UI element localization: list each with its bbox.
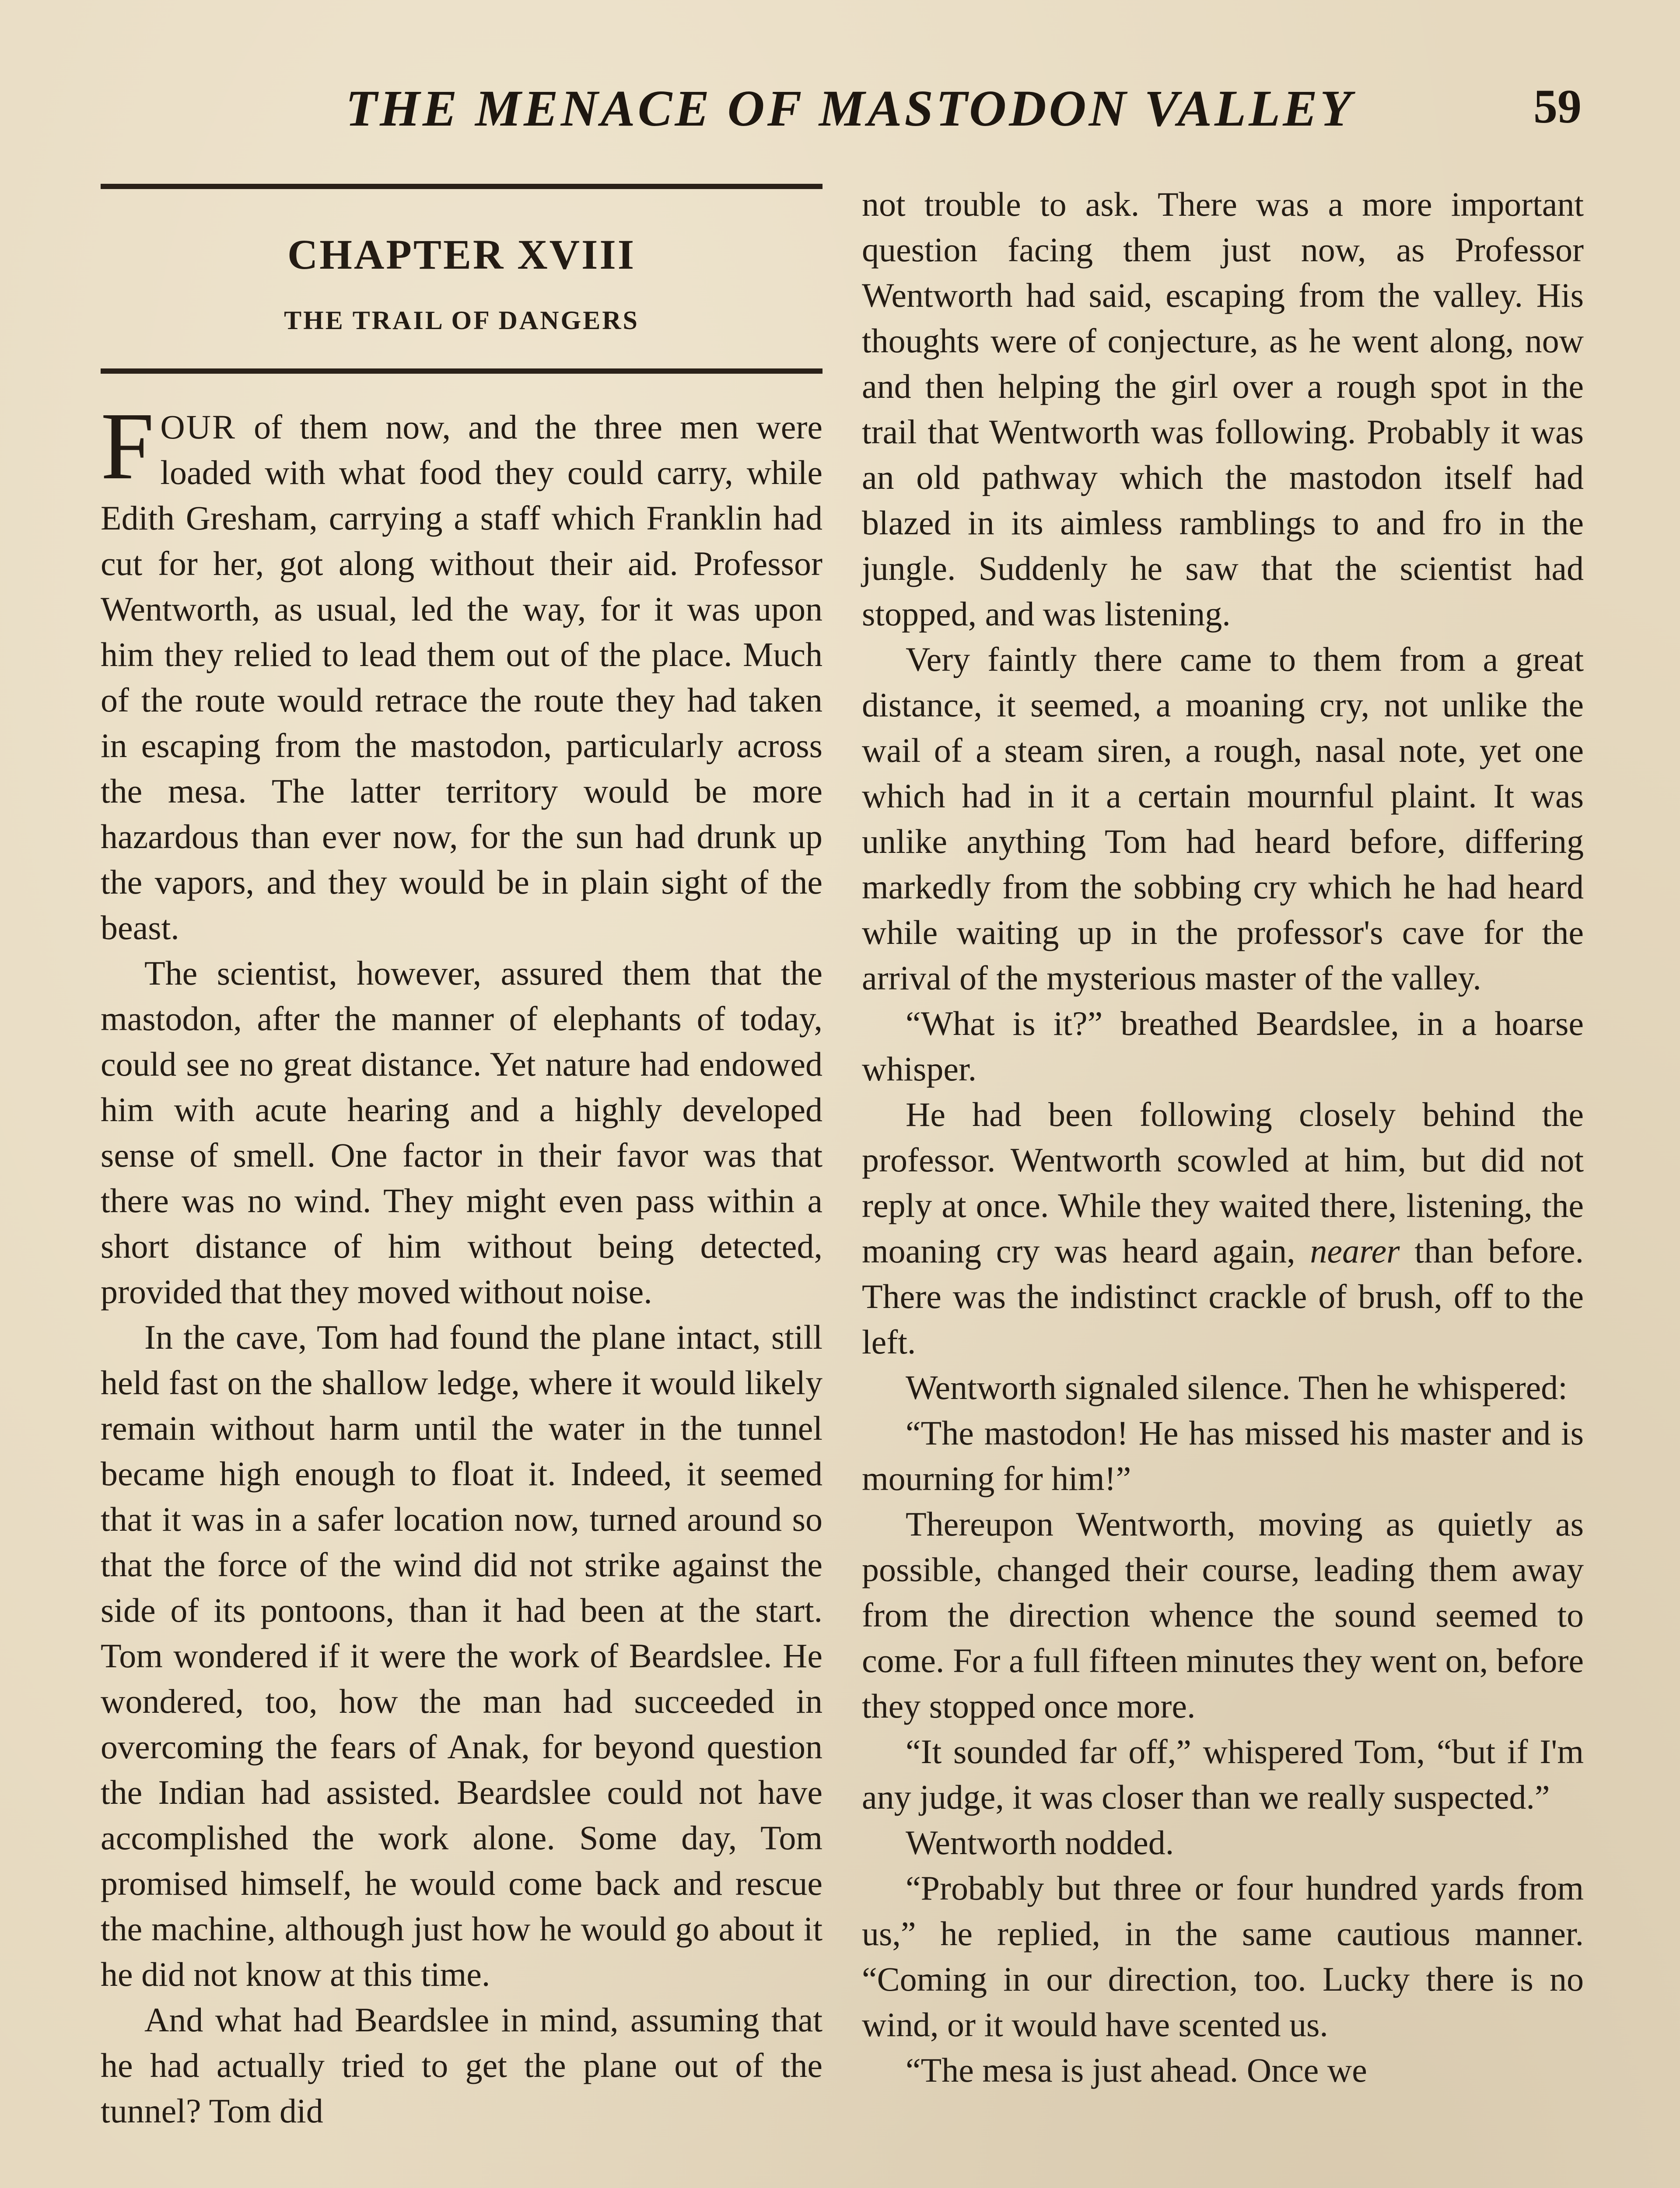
paragraph-text: of them now, and the three men were loaded with what food they could carry, while Edith Gresham, carrying a staff which Franklin had cut for her, got along without their aid. Professor Wentworth, as usual, led the way, for it was upon him they relied to lead them out of the place. Much of the route would retrace the route they had taken in escaping from the mastodon, particularly across the mesa. The latter territory would be more hazardous than ever now, for the sun had drunk up the vapors, and they would be in plain sight of the beast.: [101, 408, 822, 947]
paragraph-text: than before. There was the indistinct crackle of brush, off to the left.: [862, 1232, 1584, 1361]
chapter-subtitle: THE TRAIL OF DANGERS: [284, 306, 639, 335]
right-column: [862, 182, 1584, 2093]
paragraph: “The mesa is just ahead. Once we: [906, 2051, 1367, 2089]
emphasis-text: nearer: [1310, 1232, 1400, 1270]
paragraph: “It sounded far off,” whispered Tom, “but if I'm any judge, it was closer than we really suspected.”: [862, 1732, 1584, 1816]
paragraph: not trouble to ask. There was a more important question facing them just now, as Professor Wentworth had said, escaping from the valley. His thoughts were of conjecture, as he went along, now and then helping the girl over a rough spot in the trail that Wentworth was following. Probably it was an old pathway which the mastodon itself had blazed in its aimless ramblings to and fro in the jungle. Suddenly he saw that the scientist had stopped, and was listening.: [862, 185, 1584, 633]
page-header: [0, 0, 1680, 184]
drop-cap: F: [101, 393, 154, 499]
chapter-top-rule: [101, 184, 822, 189]
paragraph: [862, 1092, 1584, 1365]
paragraph: “What is it?” breathed Beardslee, in a hoarse whisper.: [862, 1004, 1584, 1088]
left-column: [101, 184, 822, 2134]
opening-word: OUR: [160, 408, 237, 446]
page-number: 59: [1533, 80, 1582, 133]
paragraph: Wentworth nodded.: [906, 1823, 1174, 1862]
paragraph: “The mastodon! He has missed his master and is mourning for him!”: [862, 1414, 1584, 1497]
paragraph: Very faintly there came to them from a great distance, it seemed, a moaning cry, not unlike the wail of a steam siren, a rough, nasal note, yet one which had in it a certain mournful plaint. It was unlike anything Tom had heard before, differing markedly from the sobbing cry which he had heard while waiting up in the professor's cave for the arrival of the mysterious master of the valley.: [862, 640, 1584, 997]
paragraph: Thereupon Wentworth, moving as quietly as possible, changed their course, leading them away from the direction whence the sound seemed to come. For a full fifteen minutes they went on, before they stopped once more.: [862, 1505, 1584, 1725]
paragraph: [101, 393, 822, 950]
paragraph: Wentworth signaled silence. Then he whispered:: [906, 1368, 1568, 1406]
chapter-bottom-rule: [101, 368, 822, 374]
paragraph: “Probably but three or four hundred yards from us,” he replied, in the same cautious manner. “Coming in our direction, too. Lucky there is no wind, or it would have scented us.: [862, 1869, 1584, 2044]
chapter-heading: [101, 189, 822, 368]
paragraph: In the cave, Tom had found the plane intact, still held fast on the shallow ledge, where it would likely remain without harm until the water in the tunnel became high enough to float it. Indeed, it seemed that it was in a safer location now, turned around so that the force of the wind did not strike against the side of its pontoons, than it had been at the start. Tom wondered if it were the work of Beardslee. He wondered, too, how the man had succeeded in overcoming the fears of Anak, for beyond question the Indian had assisted. Beardslee could not have accomplished the work alone. Some day, Tom promised himself, he would come back and rescue the machine, although just how he would go about it he did not know at this time.: [101, 1318, 822, 1993]
paragraph: And what had Beardslee in mind, assuming that he had actually tried to get the plane out of the tunnel? Tom did: [101, 2001, 822, 2130]
paragraph: The scientist, however, assured them that the mastodon, after the manner of elephants of today, could see no great distance. Yet nature had endowed him with acute hearing and a highly developed sense of smell. One factor in their favor was that there was no wind. They might even pass within a short distance of him without being detected, provided that they moved without noise.: [101, 954, 822, 1311]
paragraph-text: He had been following closely behind the professor. Wentworth scowled at him, but did not reply at once. While they waited there, listening, the moaning cry was heard again,: [862, 1095, 1584, 1270]
running-title: THE MENACE OF MASTODON VALLEY: [346, 80, 1354, 137]
chapter-number: CHAPTER XVIII: [287, 231, 636, 278]
